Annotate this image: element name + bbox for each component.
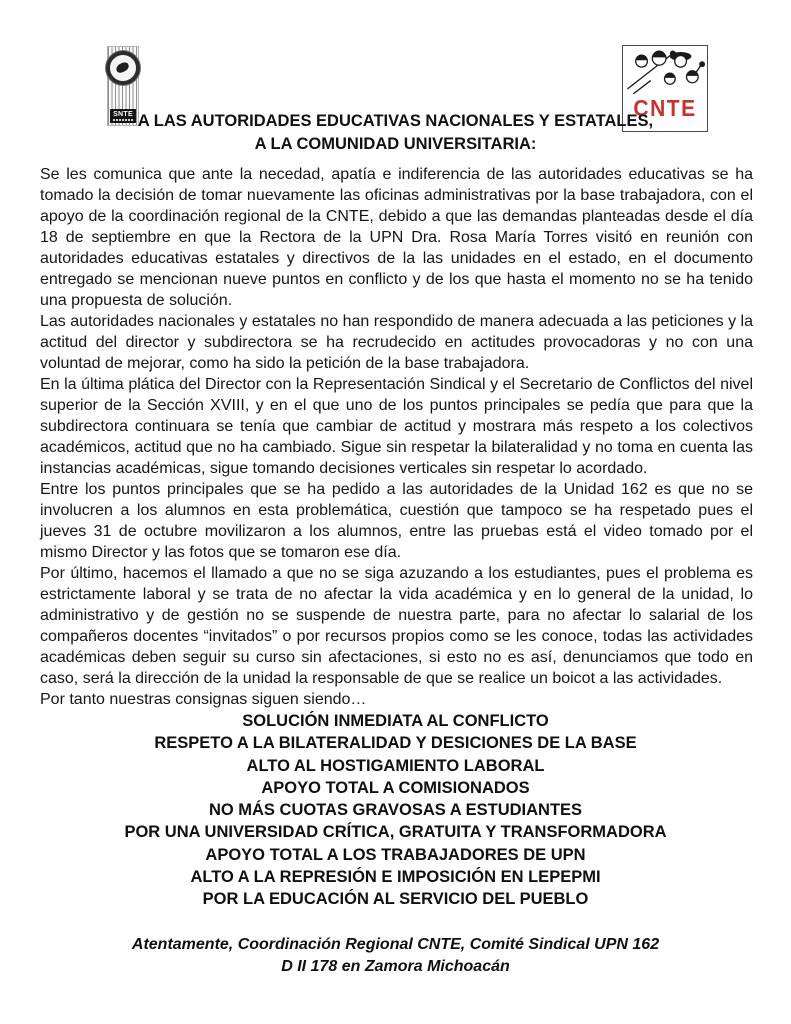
slogan-line: ALTO A LA REPRESIÓN E IMPOSICIÓN EN LEPEPMI [190, 868, 601, 887]
body-paragraph: Las autoridades nacionales y estatales no han respondido de manera adecuada a las peticiones y la actitud del director y subdirectora se ha recrudecido en actitudes provocadoras y no con una voluntad de mejorar, como ha sido la petición de la base trabajadora. [40, 313, 753, 372]
slogan-line: POR UNA UNIVERSIDAD CRÍTICA, GRATUITA Y TRANSFORMADORA [124, 823, 667, 842]
signature-line-1: Atentamente, Coordinación Regional CNTE, Comité Sindical UPN 162 [131, 935, 660, 953]
snte-logo-label: SNTE [110, 109, 136, 123]
slogan-line: APOYO TOTAL A LOS TRABAJADORES DE UPN [205, 845, 586, 864]
title-line-2: A LA COMUNIDAD UNIVERSITARIA: [254, 135, 537, 153]
cnte-figures-icon [624, 48, 706, 98]
body-paragraph: En la última plática del Director con la Representación Sindical y el Secretario de Conflictos del nivel superior de la Sección XVIII, y en el que uno de los puntos principales se pedía que para que la subdirectora continuara se tenía que cambiar de actitud y mostrara más respeto a los colectivos académicos, actitud que no ha cambiado. Sigue sin respetar la bilateralidad y no toma en cuenta las instancias académicas, sigue tomando decisiones verticales sin respetar lo acordado. [40, 376, 753, 477]
snte-seal-icon [106, 51, 140, 85]
body-paragraph: Entre los puntos principales que se ha pedido a las autoridades de la Unidad 162 es que no se involucren a los alumnos en esta problemática, cuestión que tampoco se ha respetado pues el jueves 31 de octubre movilizaron a los alumnos, entre las pruebas está el video tomado por el mismo Director y las fotos que se tomaron ese día. [40, 481, 753, 561]
signature-line-2: D II 178 en Zamora Michoacán [281, 957, 510, 975]
body-paragraph: Se les comunica que ante la necedad, apatía e indiferencia de las autoridades educativas se ha tomado la decisión de tomar nuevamente las oficinas administrativas por la base trabajadora, con el apoyo de la coordinación regional de la CNTE, debido a que las demandas planteadas desde el día 18 de septiembre en que la Rectora de la UPN Dra. Rosa María Torres visitó en reunión con autoridades educativas estatales y directivos de la las unidades en el estado, en el documento entregado se mencionan nueve puntos en conflicto y de los que hasta el momento no se ha tenido una propuesta de solución. [40, 166, 753, 309]
document-header [0, 0, 791, 162]
title-line-1: A LAS AUTORIDADES EDUCATIVAS NACIONALES Y ESTATALES, [137, 112, 654, 130]
slogan-line: NO MÁS CUOTAS GRAVOSAS A ESTUDIANTES [208, 801, 583, 820]
slogans-block [0, 710, 791, 911]
slogan-line: POR LA EDUCACIÓN AL SERVICIO DEL PUEBLO [202, 890, 589, 909]
consignas-intro: Por tanto nuestras consignas siguen siendo… [40, 691, 367, 708]
letter-body [0, 162, 791, 710]
body-paragraph: Por último, hacemos el llamado a que no se siga azuzando a los estudiantes, pues el problema es estrictamente laboral y se trata de no afectar la vida académica y en lo general de la unidad, lo administrativo y de gestión no se suspende de nuestra parte, para no afectar lo salarial de los compañeros docentes “invitados” o por recursos propios como se les conoce, todas las actividades académicas deben seguir su curso sin afectaciones, si esto no es así, denunciamos que todo en caso, será la dirección de la unidad la responsable de que se realice un boicot a las actividades. [40, 565, 753, 687]
cnte-logo-label: CNTE [633, 95, 697, 122]
slogan-line: RESPETO A LA BILATERALIDAD Y DESICIONES DE LA BASE [154, 734, 637, 753]
slogan-line: APOYO TOTAL A COMISIONADOS [261, 778, 530, 797]
signature-block [0, 934, 791, 978]
slogan-line: SOLUCIÓN INMEDIATA AL CONFLICTO [242, 712, 549, 730]
document-title [0, 110, 791, 156]
slogan-line: ALTO AL HOSTIGAMIENTO LABORAL [246, 756, 545, 775]
